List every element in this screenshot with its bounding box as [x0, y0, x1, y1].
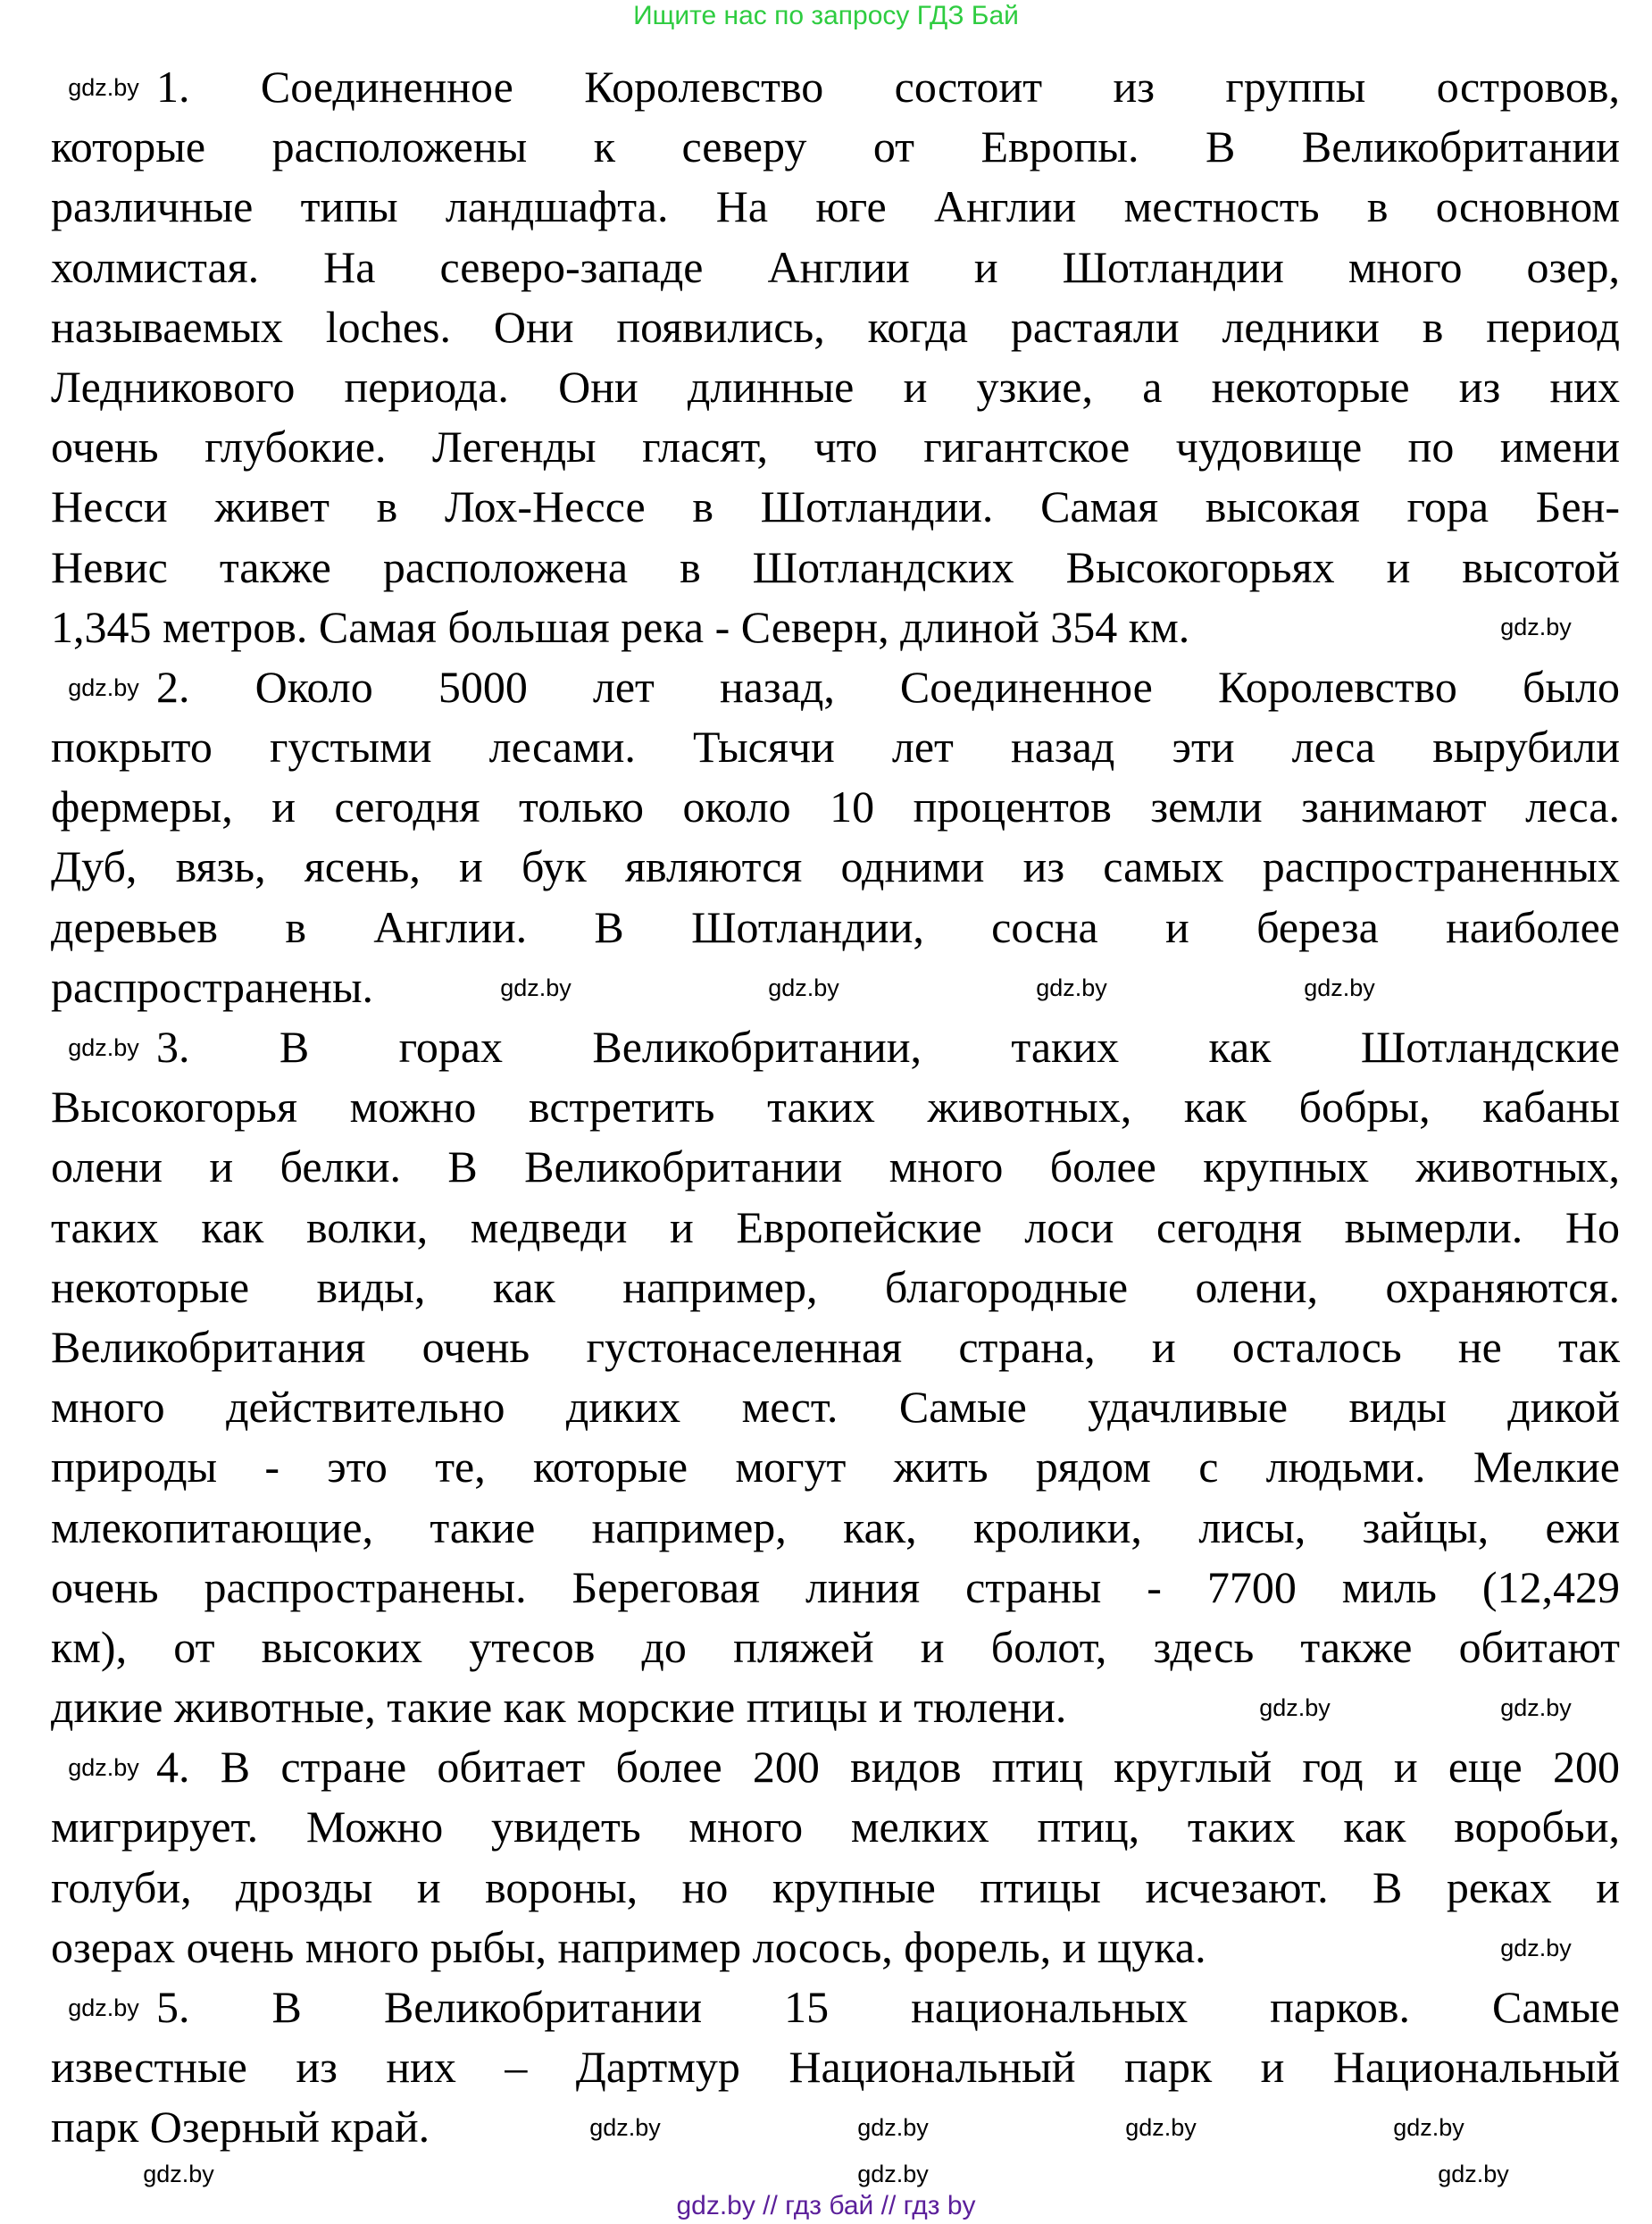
text-line: некоторые виды, как например, благородные олени, охраняются.: [51, 1261, 1620, 1312]
text-row: [51, 1437, 1620, 1497]
text-line: Ледникового периода. Они длинные и узкие, а некоторые из них: [51, 361, 1620, 412]
paragraph-4: [51, 1737, 1620, 1977]
text-line: Высокогорья можно встретить таких животных, как бобры, кабаны: [51, 1082, 1620, 1133]
watermark: gdz.by: [589, 2114, 661, 2142]
text-row: [51, 477, 1620, 537]
text-row: [51, 1677, 1620, 1737]
text-line: много действительно диких мест. Самые удачливые виды дикой: [51, 1382, 1620, 1433]
watermark: gdz.by: [857, 2161, 929, 2187]
text-line: Великобритания очень густонаселенная страна, и осталось не так: [51, 1321, 1620, 1372]
text-row: [51, 1137, 1620, 1197]
text-row: [51, 1797, 1620, 1857]
text-line: различные типы ландшафта. На юге Англии местность в основном: [51, 181, 1620, 232]
watermark: gdz.by: [1304, 974, 1375, 1001]
text-row: [51, 1618, 1620, 1677]
watermark: gdz.by: [1036, 974, 1107, 1001]
watermark: gdz.by: [68, 1754, 139, 1782]
text-line: 1. Соединенное Королевство состоит из группы островов,: [156, 62, 1620, 112]
watermark: gdz.by: [1393, 2114, 1464, 2142]
watermark: gdz.by: [1259, 1694, 1331, 1721]
watermark: gdz.by: [1500, 1934, 1572, 1961]
text-line: 3. В горах Великобритании, таких как Шотландские: [156, 1022, 1620, 1072]
text-row: [51, 297, 1620, 357]
text-line: покрыто густыми лесами. Тысячи лет назад эти леса вырубили: [51, 722, 1620, 773]
text-line: голуби, дрозды и вороны, но крупные птицы исчезают. В реках и: [51, 1861, 1620, 1912]
text-row: [51, 1498, 1620, 1558]
paragraph-3: [51, 1017, 1620, 1737]
watermark: gdz.by: [68, 73, 139, 101]
footer-banner[interactable]: gdz.by // гдз бай // гдз by: [676, 2191, 976, 2220]
text-line: 1,345 метров. Самая большая река - Северн, длиной 354 км.: [51, 601, 1190, 652]
text-line: олени и белки. В Великобритании много более крупных животных,: [51, 1141, 1620, 1192]
text-row: [51, 238, 1620, 297]
text-row: [51, 1017, 1620, 1077]
text-row: [51, 57, 1620, 117]
text-line: деревьев в Англии. В Шотландии, сосна и береза наиболее: [51, 901, 1620, 952]
text-line: мигрирует. Можно увидеть много мелких птиц, таких как воробьи,: [51, 1802, 1620, 1852]
text-line: называемых loches. Они появились, когда растаяли ледники в период: [51, 301, 1620, 352]
text-line: 2. Около 5000 лет назад, Соединенное Королевство было: [156, 661, 1620, 712]
text-row: [51, 1077, 1620, 1137]
text-line: Несси живет в Лох-Нессе в Шотландии. Самая высокая гора Бен-: [51, 481, 1620, 532]
text-row: [51, 1377, 1620, 1437]
text-row: [51, 357, 1620, 417]
document-body: [51, 57, 1620, 2158]
watermark: gdz.by: [1125, 2114, 1197, 2142]
text-row: [51, 777, 1620, 837]
text-line: км), от высоких утесов до пляжей и болот, здесь также обитают: [51, 1621, 1620, 1672]
text-line: распространены.: [51, 961, 374, 1012]
text-line: очень глубокие. Легенды гласят, что гигантское чудовище по имени: [51, 422, 1620, 472]
text-row: [51, 837, 1620, 897]
watermark: gdz.by: [500, 974, 572, 1001]
text-row: [51, 1258, 1620, 1317]
text-row: [51, 898, 1620, 957]
watermark: gdz.by: [68, 673, 139, 701]
text-row: [51, 1317, 1620, 1377]
text-row: [51, 538, 1620, 598]
paragraph-1: [51, 57, 1620, 657]
text-row: [51, 2037, 1620, 2097]
text-line: 5. В Великобритании 15 национальных парков. Самые: [156, 1982, 1620, 2032]
text-row: [51, 1198, 1620, 1258]
text-row: [51, 1977, 1620, 2037]
watermark: gdz.by: [1500, 1694, 1572, 1721]
watermark: gdz.by: [143, 2161, 214, 2187]
text-row: [51, 1918, 1620, 1977]
watermark: gdz.by: [1500, 614, 1572, 641]
text-line: природы - это те, которые могут жить рядом с людьми. Мелкие: [51, 1442, 1620, 1492]
search-banner: Ищите нас по запросу ГДЗ Бай: [633, 1, 1019, 30]
text-line: холмистая. На северо-западе Англии и Шотландии много озер,: [51, 241, 1620, 292]
paragraph-2: [51, 657, 1620, 1017]
watermark: gdz.by: [768, 974, 839, 1001]
paragraph-5: [51, 1977, 1620, 2158]
text-line: озерах очень много рыбы, например лосось, форель, и щука.: [51, 1921, 1206, 1972]
text-line: Дуб, вязь, ясень, и бук являются одними из самых распространенных: [51, 841, 1620, 892]
text-row: [51, 717, 1620, 777]
text-line: дикие животные, такие как морские птицы и тюлени.: [51, 1682, 1067, 1733]
text-row: [51, 1858, 1620, 1918]
text-row: [51, 117, 1620, 177]
text-line: очень распространены. Береговая линия страны - 7700 миль (12,429: [51, 1561, 1620, 1612]
text-line: таких как волки, медведи и Европейские лоси сегодня вымерли. Но: [51, 1201, 1620, 1252]
text-line: 4. В стране обитает более 200 видов птиц круглый год и еще 200: [156, 1742, 1620, 1793]
watermark: gdz.by: [68, 1994, 139, 2021]
text-row: [51, 1737, 1620, 1797]
text-line: парк Озерный край.: [51, 2102, 430, 2153]
text-line: Невис также расположена в Шотландских Высокогорьях и высотой: [51, 541, 1620, 592]
text-row: [51, 417, 1620, 477]
watermark: gdz.by: [68, 1033, 139, 1061]
text-row: [51, 657, 1620, 717]
text-row: [51, 177, 1620, 237]
text-line: фермеры, и сегодня только около 10 процентов земли занимают леса.: [51, 782, 1620, 832]
text-line: которые расположены к северу от Европы. В Великобритании: [51, 121, 1620, 172]
watermark: gdz.by: [1438, 2161, 1509, 2187]
text-line: известные из них – Дартмур Национальный парк и Национальный: [51, 2042, 1620, 2093]
text-row: [51, 1558, 1620, 1618]
text-row: [51, 2097, 1620, 2157]
text-row: [51, 598, 1620, 657]
text-line: млекопитающие, такие например, как, кролики, лисы, зайцы, ежи: [51, 1501, 1620, 1552]
watermark: gdz.by: [857, 2114, 929, 2142]
